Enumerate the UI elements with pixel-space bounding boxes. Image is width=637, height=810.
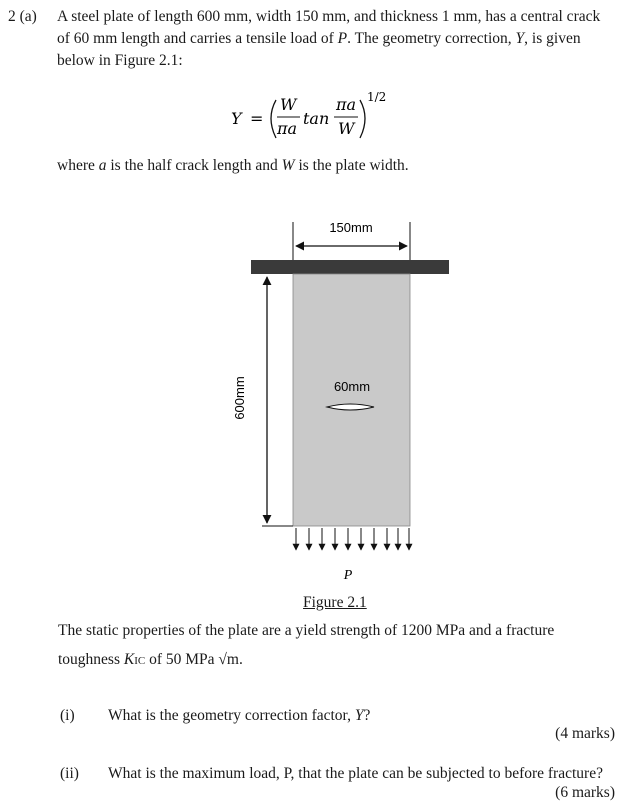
figure-caption: [303, 592, 367, 614]
intro-line-2-text-a: of 60 mm length and carries a tensile load of: [57, 30, 334, 47]
subquestion-i-var: Y: [354, 707, 364, 724]
properties-line-1: The static properties of the plate are a yield strength of 1200 MPa and a fracture: [58, 622, 555, 639]
intro-line-2: [57, 28, 627, 50]
width-label: 150mm: [329, 220, 373, 235]
crack-label: 60mm: [333, 379, 371, 394]
subquestion-ii-marks: (6 marks): [555, 784, 615, 801]
eq-tan: tan: [303, 109, 330, 128]
subquestion-i-marks: (4 marks): [555, 725, 615, 742]
subquestion-ii-number: (ii): [60, 765, 79, 782]
subquestion-i-text-post: ?: [363, 707, 371, 724]
eq-w-denominator: W: [338, 119, 355, 138]
subquestion-i-number: (i): [60, 707, 75, 724]
properties-toughness-text: toughness: [58, 651, 120, 668]
properties-line-2: [58, 649, 243, 672]
intro-line-2-text-c: , is given: [524, 30, 581, 47]
intro-line-2-text-b: . The geometry correction,: [347, 30, 512, 47]
geometry-correction-equation: [220, 84, 410, 144]
where-var-a: a: [98, 157, 107, 174]
question-number: 2 (a): [8, 8, 37, 25]
intro-var-y: Y: [515, 30, 525, 47]
eq-equals: =: [250, 109, 264, 128]
properties-k-symbol: K: [123, 651, 135, 668]
length-label: 600mm: [232, 376, 247, 420]
intro-line-1: A steel plate of length 600 mm, width 150 mm, and thickness 1 mm, has a central crack: [57, 8, 601, 25]
where-part-3: is the plate width.: [298, 157, 409, 174]
eq-exponent: 1/2: [367, 90, 387, 104]
properties-k-subscript: IC: [134, 655, 146, 667]
figure-caption-text: Figure 2.1: [303, 594, 367, 611]
steel-plate: [293, 274, 410, 526]
eq-right-paren: [360, 100, 365, 138]
where-text: [57, 155, 409, 177]
load-label: P: [343, 568, 353, 583]
where-part-2: is the half crack length and: [110, 157, 278, 174]
eq-left-paren: [271, 100, 276, 138]
load-arrows: [296, 528, 409, 550]
where-var-w: W: [281, 157, 295, 174]
eq-w-numerator: W: [280, 95, 297, 114]
subquestion-i-text-pre: What is the geometry correction factor,: [108, 707, 351, 724]
where-part-1: where: [57, 157, 95, 174]
eq-pia-denominator: πa: [277, 119, 298, 138]
intro-line-3: below in Figure 2.1:: [57, 52, 183, 69]
top-support: [251, 260, 449, 274]
subquestion-i-text: [108, 705, 370, 727]
eq-lhs: Y: [231, 109, 242, 128]
eq-pia-numerator: πa: [336, 95, 357, 114]
subquestion-ii-text: What is the maximum load, P, that the plate can be subjected to before fracture?: [108, 765, 603, 782]
figure-plate-diagram: [0, 210, 637, 590]
properties-toughness-value: of 50 MPa √m.: [149, 651, 243, 668]
intro-var-p: P: [337, 30, 348, 47]
